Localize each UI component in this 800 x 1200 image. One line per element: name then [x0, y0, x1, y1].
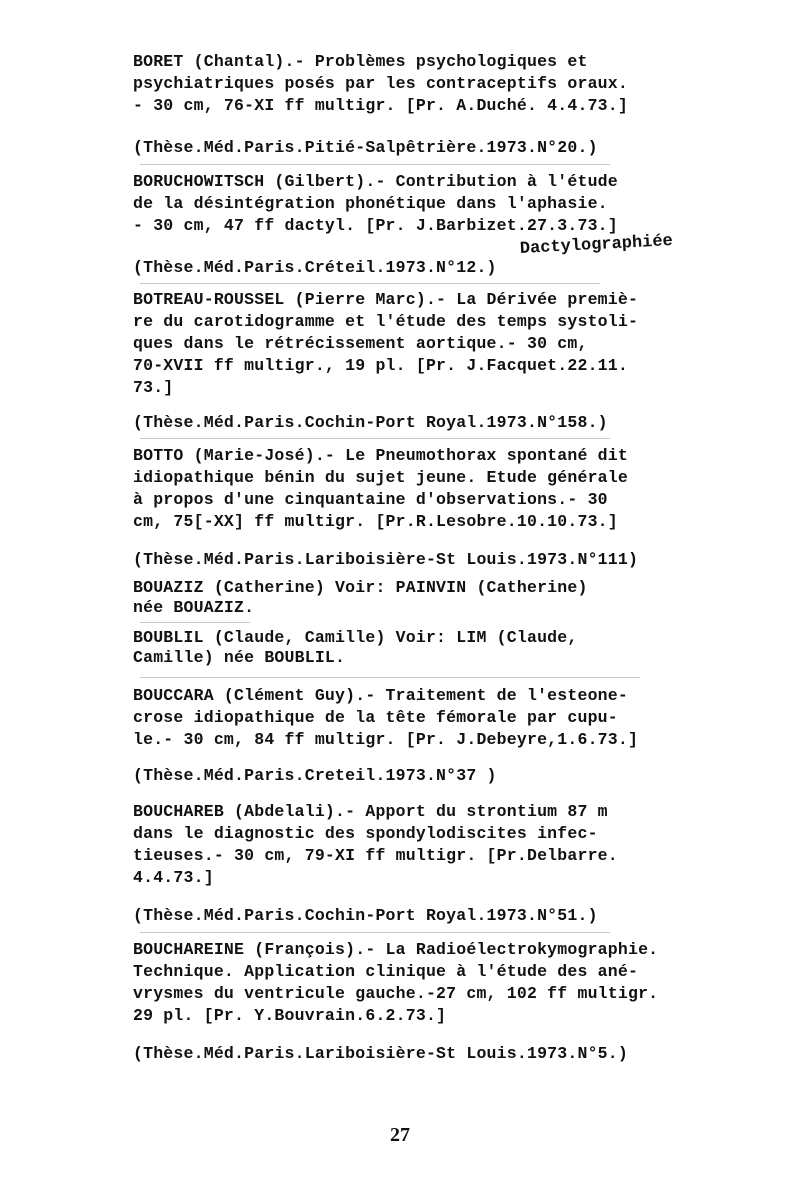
- separator: [140, 164, 610, 165]
- separator: [140, 283, 600, 284]
- entry-line: BOUCCARA (Clément Guy).- Traitement de l'esteone-: [133, 686, 628, 705]
- entry-line: BORUCHOWITSCH (Gilbert).- Contribution à l'étude: [133, 172, 618, 191]
- entry-line: BOTREAU-ROUSSEL (Pierre Marc).- La Dérivée premiè-: [133, 290, 639, 309]
- entry-line: psychiatriques posés par les contraceptifs oraux.: [133, 74, 628, 93]
- entry-line: BOUCHAREINE (François).- La Radioélectrokymographie.: [133, 940, 659, 959]
- entry-line: le.- 30 cm, 84 ff multigr. [Pr. J.Debeyre,1.6.73.]: [133, 730, 639, 749]
- entry-line: 4.4.73.]: [133, 868, 214, 887]
- entry-line: 29 pl. [Pr. Y.Bouvrain.6.2.73.]: [133, 1006, 447, 1025]
- entry-line: BOUCHAREB (Abdelali).- Apport du strontium 87 m: [133, 802, 608, 821]
- separator: [140, 932, 610, 933]
- thesis-line: (Thèse.Méd.Paris.Pitié-Salpêtrière.1973.N°20.): [133, 138, 598, 157]
- entry-line: à propos d'une cinquantaine d'observations.- 30: [133, 490, 608, 509]
- thesis-line: (Thèse.Méd.Paris.Lariboisière-St Louis.1973.N°111): [133, 550, 639, 569]
- entry-line: tieuses.- 30 cm, 79-XI ff multigr. [Pr.Delbarre.: [133, 846, 618, 865]
- entry-line: vrysmes du ventricule gauche.-27 cm, 102 ff multigr.: [133, 984, 659, 1003]
- entry-line: BOUAZIZ (Catherine) Voir: PAINVIN (Catherine): [133, 578, 588, 597]
- thesis-line: (Thèse.Méd.Paris.Cochin-Port Royal.1973.N°158.): [133, 413, 608, 432]
- entry-line: 73.]: [133, 378, 174, 397]
- separator: [140, 677, 640, 678]
- entry-line: re du carotidogramme et l'étude des temps systoli-: [133, 312, 639, 331]
- entry-line: BOTTO (Marie-José).- Le Pneumothorax spontané dit: [133, 446, 628, 465]
- handwritten-note: Dactylographiée: [519, 232, 674, 259]
- separator: [140, 438, 610, 439]
- entry-line: cm, 75[-XX] ff multigr. [Pr.R.Lesobre.10.10.73.]: [133, 512, 618, 531]
- entry-line: de la désintégration phonétique dans l'aphasie.: [133, 194, 608, 213]
- thesis-line: (Thèse.Méd.Paris.Lariboisière-St Louis.1973.N°5.): [133, 1044, 628, 1063]
- page-number: 27: [390, 1124, 410, 1146]
- entry-line: BORET (Chantal).- Problèmes psychologiques et: [133, 52, 588, 71]
- entry-line: - 30 cm, 47 ff dactyl. [Pr. J.Barbizet.27.3.73.]: [133, 216, 618, 235]
- entry-line: idiopathique bénin du sujet jeune. Etude générale: [133, 468, 628, 487]
- separator: [140, 622, 250, 623]
- entry-line: BOUBLIL (Claude, Camille) Voir: LIM (Claude,: [133, 628, 578, 647]
- entry-line: crose idiopathique de la tête fémorale par cupu-: [133, 708, 618, 727]
- entry-line: 70-XVII ff multigr., 19 pl. [Pr. J.Facquet.22.11.: [133, 356, 628, 375]
- entry-line: Technique. Application clinique à l'étude des ané-: [133, 962, 639, 981]
- thesis-line: (Thèse.Méd.Paris.Créteil.1973.N°12.): [133, 258, 497, 277]
- entry-line: ques dans le rétrécissement aortique.- 30 cm,: [133, 334, 588, 353]
- entry-line: née BOUAZIZ.: [133, 598, 255, 617]
- entry-line: dans le diagnostic des spondylodiscites infec-: [133, 824, 598, 843]
- thesis-line: (Thèse.Méd.Paris.Creteil.1973.N°37 ): [133, 766, 497, 785]
- thesis-line: (Thèse.Méd.Paris.Cochin-Port Royal.1973.N°51.): [133, 906, 598, 925]
- entry-line: - 30 cm, 76-XI ff multigr. [Pr. A.Duché. 4.4.73.]: [133, 96, 628, 115]
- entry-line: Camille) née BOUBLIL.: [133, 648, 346, 667]
